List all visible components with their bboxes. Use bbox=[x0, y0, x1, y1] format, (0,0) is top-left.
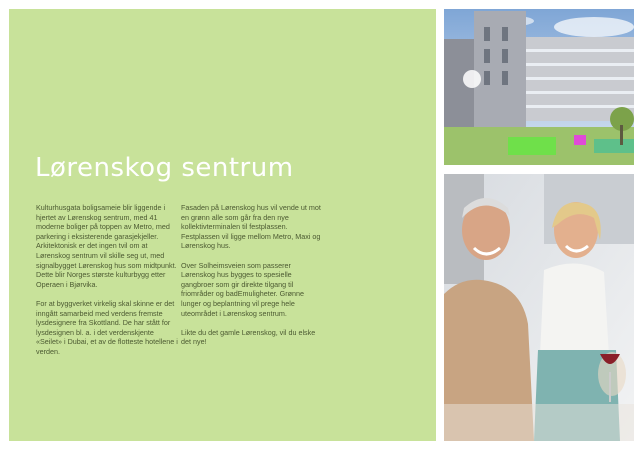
paragraph: Kulturhusgata boligsameie blir liggende i hjertet av Lørenskog sentrum, med 41 moderne boliger på toppen av Metro, med parkering i eksisterende garasjekjeller. Arkitektonisk er det ingen tvil om at Lørenskog sentrum vil skille seg ut, med signalbygget Lørenskog hus som midtpunkt. Dette blir Norges største kulturbygg etter Operaen i Bjørvika. bbox=[36, 203, 177, 289]
paragraph: Likte du det gamle Lørenskog, vil du elske det nye! bbox=[181, 327, 316, 347]
building-rendering-image bbox=[444, 9, 634, 165]
paragraph: For at byggverket virkelig skal skinne er det inngått samarbeid med verdens fremste lysdesignere fra Skottland. De har stått for lysdesignen bl. a. i det verdenskjente «Seilet» i Dubai, et av de flotteste hotellene i verden. bbox=[36, 298, 178, 356]
couple-photo-image bbox=[444, 174, 634, 441]
paragraph: Over Solheimsveien som passerer Lørenskog hus bygges to spesielle gangbroer som gir direkte tilgang til friområder og badEmuligheter. Grønne lunger og beplantning vil prege hele uteområdet i Lørenskog sentrum. bbox=[181, 260, 305, 318]
text-column-right bbox=[181, 203, 321, 357]
text-column-left bbox=[36, 203, 178, 366]
paragraph: Fasaden på Lørenskog hus vil vende ut mot en grønn alle som går fra den nye kollektivterminalen til festplassen. Festplassen vil ligge mellom Metro, Maxi og Lørenskog hus. bbox=[181, 203, 321, 251]
page-title: Lørenskog sentrum bbox=[35, 153, 294, 183]
